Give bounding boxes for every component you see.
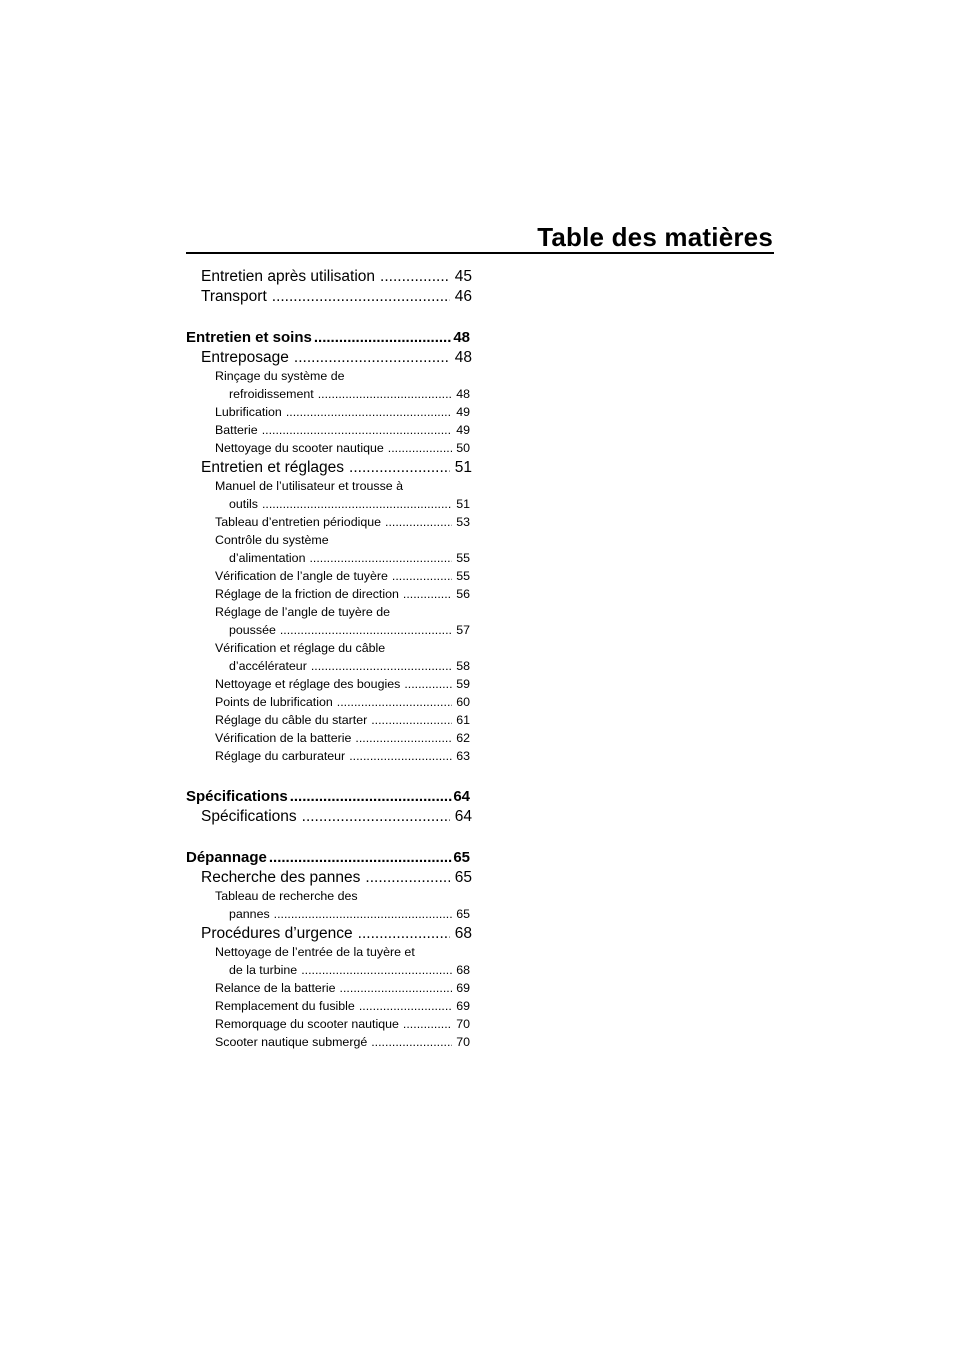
page-title: Table des matières [537,222,773,252]
toc-page-number: 70 [456,1017,470,1031]
toc-page-number: 45 [454,268,472,285]
toc-entry-line1: Vérification et réglage du câble [215,641,386,655]
toc-entry-title: Batterie [215,423,258,437]
dot-leader [272,288,450,306]
toc-page-number: 65 [453,849,470,866]
dot-leader [349,459,450,477]
toc-subentry[interactable] [186,963,472,981]
dot-leader [294,349,450,367]
toc-entry-title: Scooter nautique submergé [215,1035,368,1049]
dot-leader [403,587,452,601]
toc-entry-title: Remplacement du fusible [215,999,355,1013]
toc-subentry[interactable] [186,677,472,695]
toc-entry-title: pannes [229,907,270,921]
toc-subentry[interactable] [186,497,472,515]
dot-leader [301,963,452,977]
toc-page-number: 58 [456,659,470,673]
toc-chapter-entry[interactable] [186,925,472,945]
toc-page-number: 62 [456,731,470,745]
toc-entry-title: Nettoyage et réglage des bougies [215,677,401,691]
toc-section-entry[interactable] [186,788,472,808]
dot-leader [262,423,453,437]
table-of-contents [186,268,472,1053]
dot-leader [280,623,452,637]
toc-chapter-entry[interactable] [186,459,472,479]
toc-subentry[interactable] [186,749,472,767]
dot-leader [359,999,452,1013]
toc-entry-title: Entreposage [201,349,289,366]
toc-page-number: 69 [456,999,470,1013]
toc-page-number: 61 [456,713,470,727]
toc-page-number: 69 [456,981,470,995]
toc-subentry[interactable] [186,695,472,713]
toc-subentry[interactable] [186,907,472,925]
toc-page-number: 51 [454,459,472,476]
dot-leader [262,497,452,511]
dot-leader [388,441,452,455]
toc-subentry[interactable] [186,1017,472,1035]
toc-entry-line1: Manuel de l’utilisateur et trousse à [215,479,404,493]
toc-subentry[interactable] [186,1035,472,1053]
toc-subentry[interactable] [186,387,472,405]
dot-leader [392,569,452,583]
toc-entry-line1: Contrôle du système [215,533,329,547]
toc-chapter-entry[interactable] [186,268,472,288]
toc-entry-title: Réglage du câble du starter [215,713,368,727]
toc-subentry[interactable] [186,441,472,459]
toc-page-number: 53 [456,515,470,529]
toc-section-entry[interactable] [186,849,472,869]
toc-subentry[interactable] [186,999,472,1017]
toc-entry-title: refroidissement [229,387,314,401]
section-gap [186,308,472,329]
toc-page-number: 56 [456,587,470,601]
toc-page-number: 55 [456,551,470,565]
toc-subentry[interactable] [186,623,472,641]
dot-leader [371,713,452,727]
toc-entry-line1: Tableau de recherche des [215,889,358,903]
toc-entry-title: Entretien et réglages [201,459,345,476]
title-rule [186,252,774,254]
dot-leader [380,268,450,286]
toc-entry-title: d’accélérateur [229,659,307,673]
toc-page-number: 48 [456,387,470,401]
toc-entry-title: Nettoyage du scooter nautique [215,441,384,455]
section-gap [186,828,472,849]
toc-subentry[interactable] [186,981,472,999]
toc-entry-title: Remorquage du scooter nautique [215,1017,399,1031]
toc-page-number: 49 [456,423,470,437]
toc-page-number: 55 [456,569,470,583]
dot-leader [311,659,452,673]
dot-leader [269,849,452,866]
toc-entry-title: Procédures d’urgence [201,925,353,942]
dot-leader [403,1017,452,1031]
toc-entry-title: Points de lubrification [215,695,333,709]
toc-entry-title: poussée [229,623,276,637]
toc-subentry[interactable] [186,659,472,677]
section-gap [186,767,472,788]
toc-page-number: 51 [456,497,470,511]
toc-subentry[interactable] [186,551,472,569]
toc-entry-title: Relance de la batterie [215,981,336,995]
dot-leader [309,551,452,565]
toc-page-number: 60 [456,695,470,709]
toc-page-number: 50 [456,441,470,455]
toc-entry-title: Dépannage [186,849,267,866]
toc-page-number: 65 [454,869,472,886]
dot-leader [337,695,452,709]
toc-page-number: 64 [454,808,472,825]
toc-entry-title: outils [229,497,258,511]
toc-chapter-entry[interactable] [186,288,472,308]
toc-entry-title: Vérification de la batterie [215,731,352,745]
toc-page-number: 48 [453,329,470,346]
toc-subentry[interactable] [186,713,472,731]
dot-leader [302,808,450,826]
toc-entry-title: Spécifications [186,788,288,805]
dot-leader [340,981,453,995]
toc-page-number: 46 [454,288,472,305]
toc-entry-title: Lubrification [215,405,282,419]
toc-entry-line1: Nettoyage de l’entrée de la tuyère et [215,945,415,959]
dot-leader [318,387,453,401]
dot-leader [358,925,450,943]
dot-leader [290,788,453,805]
toc-entry-title: Entretien et soins [186,329,312,346]
toc-entry-title: Transport [201,288,267,305]
toc-entry-title: Vérification de l’angle de tuyère [215,569,388,583]
toc-entry-title: d’alimentation [229,551,306,565]
toc-entry-title: Réglage du carburateur [215,749,346,763]
toc-entry-title: de la turbine [229,963,298,977]
toc-section-entry[interactable] [186,329,472,349]
toc-subentry[interactable] [186,587,472,605]
toc-entry-title: Recherche des pannes [201,869,361,886]
toc-page-number: 70 [456,1035,470,1049]
toc-chapter-entry[interactable] [186,349,472,369]
toc-page-number: 59 [456,677,470,691]
toc-subentry[interactable] [186,423,472,441]
toc-entry-title: Entretien après utilisation [201,268,376,285]
toc-entry-title: Spécifications [201,808,297,825]
toc-page-number: 68 [454,925,472,942]
dot-leader [365,869,449,887]
dot-leader [314,329,452,346]
toc-page-number: 49 [456,405,470,419]
toc-page-number: 65 [456,907,470,921]
dot-leader [385,515,452,529]
toc-page-number: 68 [456,963,470,977]
toc-page-number: 64 [453,788,470,805]
dot-leader [355,731,452,745]
dot-leader [404,677,452,691]
dot-leader [274,907,453,921]
dot-leader [371,1035,452,1049]
toc-page-number: 63 [456,749,470,763]
toc-subentry[interactable] [186,405,472,423]
toc-entry-line1: Rinçage du système de [215,369,345,383]
toc-entry-title: Réglage de la friction de direction [215,587,399,601]
toc-subentry[interactable] [186,731,472,749]
toc-page-number: 57 [456,623,470,637]
toc-page-number: 48 [454,349,472,366]
toc-entry-line1: Réglage de l’angle de tuyère de [215,605,390,619]
toc-chapter-entry[interactable] [186,869,472,889]
toc-subentry[interactable] [186,515,472,533]
dot-leader [286,405,452,419]
toc-chapter-entry[interactable] [186,808,472,828]
toc-subentry[interactable] [186,569,472,587]
dot-leader [349,749,452,763]
toc-entry-title: Tableau d’entretien périodique [215,515,382,529]
